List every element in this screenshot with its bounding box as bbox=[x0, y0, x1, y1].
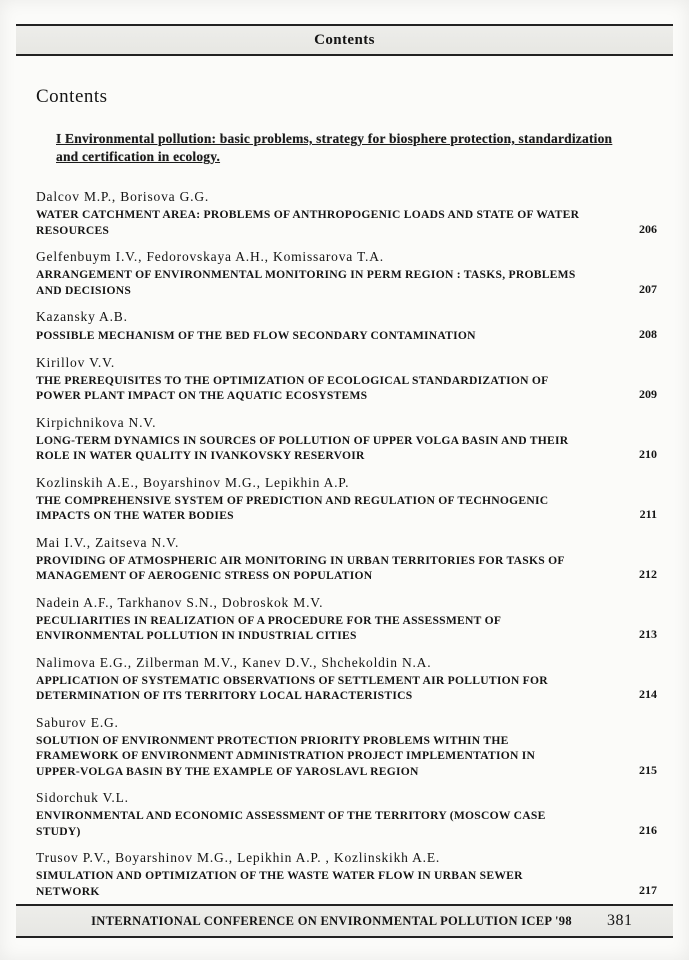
entry-title: THE COMPREHENSIVE SYSTEM OF PREDICTION AND REGULATION OF TECHNOGENIC IMPACTS ON THE WATER BODIES bbox=[36, 493, 549, 522]
page-footer bbox=[16, 904, 673, 938]
entry-page-number: 215 bbox=[639, 762, 657, 777]
toc-entry bbox=[36, 654, 657, 704]
toc-entry bbox=[36, 714, 657, 780]
entry-title-row bbox=[36, 433, 657, 464]
entry-title-row bbox=[36, 673, 657, 704]
entry-title: POSSIBLE MECHANISM OF THE BED FLOW SECONDARY CONTAMINATION bbox=[36, 329, 476, 342]
toc-entry bbox=[36, 354, 657, 404]
entry-page-number: 216 bbox=[639, 822, 657, 837]
toc-entry bbox=[36, 414, 657, 464]
entry-authors: Nadein A.F., Tarkhanov S.N., Dobroskok M.V. bbox=[36, 594, 324, 610]
footer-page-number: 381 bbox=[607, 912, 633, 929]
entry-authors: Kozlinskih A.E., Boyarshinov M.G., Lepikhin A.P. bbox=[36, 474, 350, 490]
entry-authors: Kazansky A.B. bbox=[36, 309, 128, 324]
toc-entry bbox=[36, 308, 657, 344]
entry-title: ARRANGEMENT OF ENVIRONMENTAL MONITORING IN PERM REGION : TASKS, PROBLEMS AND DECISIONS bbox=[36, 268, 576, 297]
toc-entry bbox=[36, 474, 657, 524]
entry-title-row bbox=[36, 733, 657, 780]
entry-title: PECULIARITIES IN REALIZATION OF A PROCEDURE FOR THE ASSESSMENT OF ENVIRONMENTAL POLLUTION IN INDUSTRIAL CITIES bbox=[36, 613, 501, 642]
toc-entry bbox=[36, 789, 657, 839]
entry-authors: Saburov E.G. bbox=[36, 714, 119, 730]
entry-authors: Kirpichnikova N.V. bbox=[36, 414, 157, 430]
toc-entry bbox=[36, 534, 657, 584]
entry-title-row bbox=[36, 207, 657, 238]
entry-authors: Sidorchuk V.L. bbox=[36, 790, 129, 805]
entry-page-number: 213 bbox=[639, 627, 657, 641]
entry-title-row bbox=[36, 808, 657, 839]
entry-title: SIMULATION AND OPTIMIZATION OF THE WASTE WATER FLOW IN URBAN SEWER NETWORK bbox=[36, 869, 523, 898]
running-head-title: Contents bbox=[314, 31, 375, 48]
toc-entry bbox=[36, 248, 657, 298]
toc-heading: Contents bbox=[36, 86, 108, 107]
footer-text: INTERNATIONAL CONFERENCE ON ENVIRONMENTAL POLLUTION ICEP '98 bbox=[91, 913, 572, 928]
entry-title-row bbox=[36, 493, 657, 524]
toc-entry-list bbox=[36, 188, 657, 899]
toc-entry bbox=[36, 188, 657, 238]
entry-page-number: 207 bbox=[639, 281, 657, 296]
entry-title: ENVIRONMENTAL AND ECONOMIC ASSESSMENT OF THE TERRITORY (MOSCOW CASE STUDY) bbox=[36, 809, 546, 838]
entry-title: PROVIDING OF ATMOSPHERIC AIR MONITORING IN URBAN TERRITORIES FOR TASKS OF MANAGEMENT OF AEROGENIC STRESS ON POPULATION bbox=[36, 553, 565, 582]
entry-title: THE PREREQUISITES TO THE OPTIMIZATION OF ECOLOGICAL STANDARDIZATION OF POWER PLANT IMPACT ON THE AQUATIC ECOSYSTEMS bbox=[36, 373, 549, 402]
toc-entry bbox=[36, 849, 657, 899]
entry-page-number: 210 bbox=[639, 447, 657, 461]
entry-page-number: 212 bbox=[639, 567, 657, 581]
entry-title: LONG-TERM DYNAMICS IN SOURCES OF POLLUTION OF UPPER VOLGA BASIN AND THEIR ROLE IN WATER QUALITY IN IVANKOVSKY RESERVOIR bbox=[36, 433, 569, 462]
running-head bbox=[16, 24, 673, 56]
entry-title-row bbox=[36, 327, 657, 344]
page-body bbox=[36, 86, 657, 909]
entry-authors: Mai I.V., Zaitseva N.V. bbox=[36, 534, 180, 550]
entry-authors: Kirillov V.V. bbox=[36, 354, 116, 370]
entry-authors: Nalimova E.G., Zilberman M.V., Kanev D.V., Shchekoldin N.A. bbox=[36, 654, 432, 670]
entry-title-row bbox=[36, 267, 657, 298]
entry-page-number: 208 bbox=[639, 327, 657, 341]
entry-authors: Trusov P.V., Boyarshinov M.G., Lepikhin A.P. , Kozlinskikh A.E. bbox=[36, 850, 441, 865]
entry-page-number: 214 bbox=[639, 687, 657, 701]
section-title: I Environmental pollution: basic problems, strategy for biosphere protection, standardization and certification in ecology. bbox=[56, 131, 613, 164]
entry-title: SOLUTION OF ENVIRONMENT PROTECTION PRIORITY PROBLEMS WITHIN THE FRAMEWORK OF ENVIRONMENT ADMINISTRATION PROJECT IMPLEMENTATION IN UPPER-VOLGA BASIN BY THE EXAMPLE OF YAROSLAVL REGION bbox=[36, 733, 536, 778]
entry-page-number: 209 bbox=[639, 387, 657, 401]
entry-title-row bbox=[36, 553, 657, 584]
toc-entry bbox=[36, 594, 657, 644]
entry-authors: Gelfenbuym I.V., Fedorovskaya A.H., Komissarova T.A. bbox=[36, 249, 384, 264]
entry-page-number: 206 bbox=[639, 221, 657, 236]
entry-title-row bbox=[36, 373, 657, 404]
entry-page-number: 211 bbox=[639, 507, 657, 521]
entry-title-row bbox=[36, 613, 657, 644]
entry-title: APPLICATION OF SYSTEMATIC OBSERVATIONS OF SETTLEMENT AIR POLLUTION FOR DETERMINATION OF ITS TERRITORY LOCAL HARACTERISTICS bbox=[36, 673, 548, 702]
entry-title: WATER CATCHMENT AREA: PROBLEMS OF ANTHROPOGENIC LOADS AND STATE OF WATER RESOURCES bbox=[36, 208, 580, 237]
entry-title-row bbox=[36, 868, 657, 899]
entry-page-number: 217 bbox=[639, 882, 657, 897]
entry-authors: Dalcov M.P., Borisova G.G. bbox=[36, 189, 210, 204]
